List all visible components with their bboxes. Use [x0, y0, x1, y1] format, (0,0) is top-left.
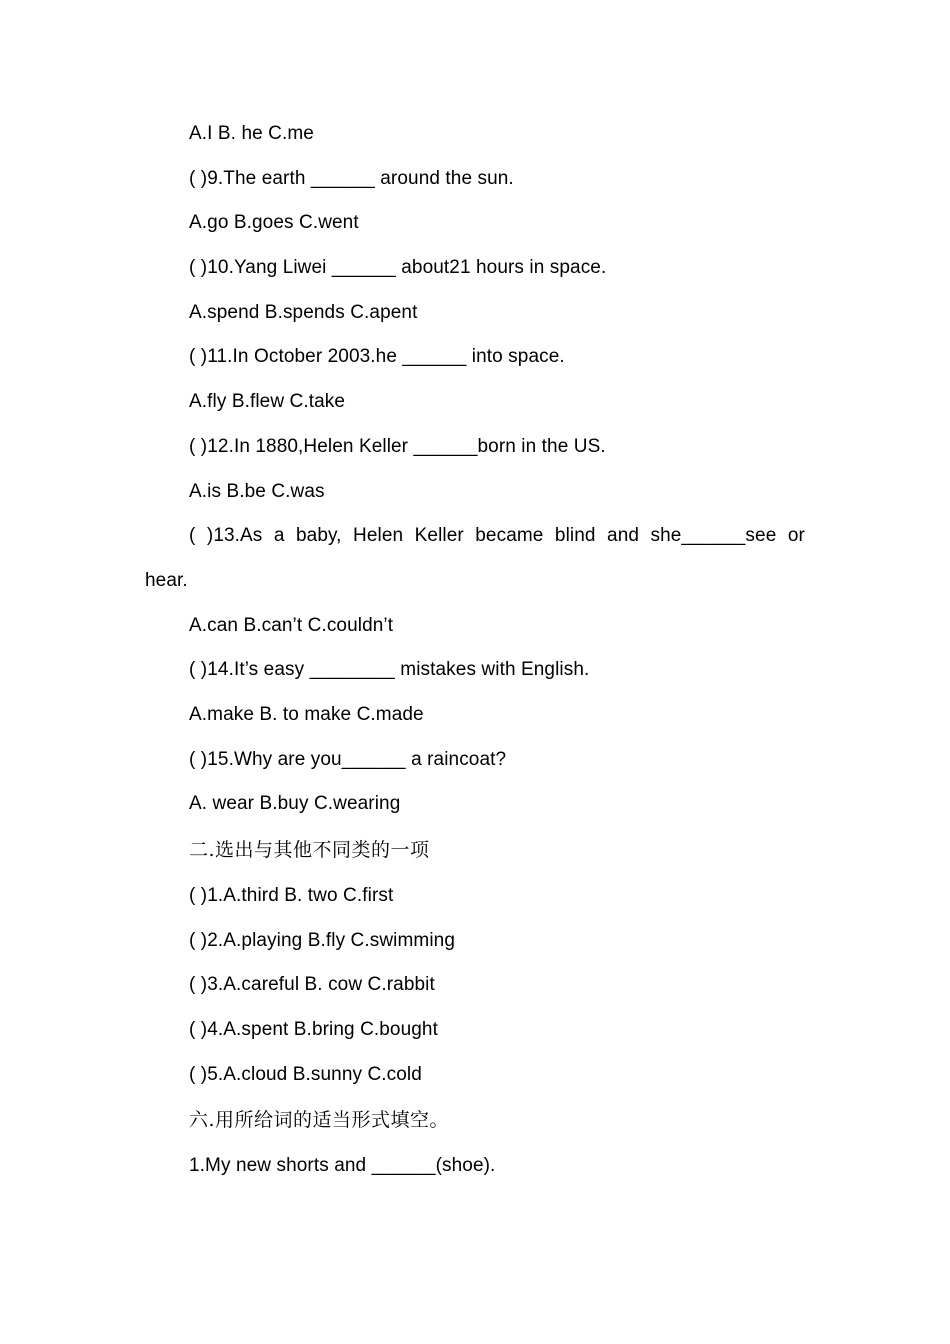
- section-heading: 六.用所给词的适当形式填空。: [189, 1109, 450, 1132]
- q13-word: )13.As: [206, 525, 263, 547]
- question-line: ( )14.It’s easy ________ mistakes with English.: [189, 659, 590, 681]
- q13-word: (: [189, 525, 196, 547]
- question-line: ( )1.A.third B. two C.first: [189, 885, 394, 906]
- option-line: A. wear B.buy C.wearing: [189, 793, 401, 815]
- q13-word: Keller: [414, 525, 464, 547]
- option-line: A.make B. to make C.made: [189, 703, 424, 725]
- question-line: ( )2.A.playing B.fly C.swimming: [189, 929, 456, 951]
- question-line: 1.My new shorts and ______(shoe).: [189, 1155, 496, 1177]
- q13-word: or: [787, 525, 805, 547]
- q13-word: a: [273, 525, 285, 547]
- option-line: A.can B.can’t C.couldn’t: [189, 614, 394, 636]
- question-line: ( )12.In 1880,Helen Keller ______born in the US.: [189, 435, 606, 457]
- question-line: ( )3.A.careful B. cow C.rabbit: [189, 974, 435, 996]
- question-line-13: [145, 514, 805, 559]
- q13-word: Helen: [353, 525, 404, 547]
- section-heading: 二.选出与其他不同类的一项: [189, 839, 430, 861]
- question-line: ( )15.Why are you______ a raincoat?: [189, 748, 507, 770]
- question-line: ( )9.The earth ______ around the sun.: [189, 167, 514, 189]
- question-line: ( )5.A.cloud B.sunny C.cold: [189, 1063, 422, 1085]
- option-line: A.fly B.flew C.take: [189, 391, 346, 413]
- question-line: ( )4.A.spent B.bring C.bought: [189, 1019, 438, 1041]
- document-body: [145, 112, 805, 1189]
- q13-word: baby,: [295, 525, 342, 547]
- option-line: A.I B. he C.me: [189, 123, 314, 144]
- question-line: ( )10.Yang Liwei ______ about21 hours in space.: [189, 257, 607, 279]
- q13-word: became: [475, 525, 544, 547]
- option-line: A.go B.goes C.went: [189, 212, 359, 234]
- option-line: A.is B.be C.was: [189, 480, 325, 502]
- option-line: A.spend B.spends C.apent: [189, 301, 418, 323]
- question-line-13-continuation: hear.: [145, 569, 188, 591]
- q13-word: and: [607, 525, 640, 547]
- q13-word: blind: [554, 525, 596, 547]
- q13-word: she______see: [650, 525, 777, 547]
- question-line: ( )11.In October 2003.he ______ into space.: [189, 346, 565, 368]
